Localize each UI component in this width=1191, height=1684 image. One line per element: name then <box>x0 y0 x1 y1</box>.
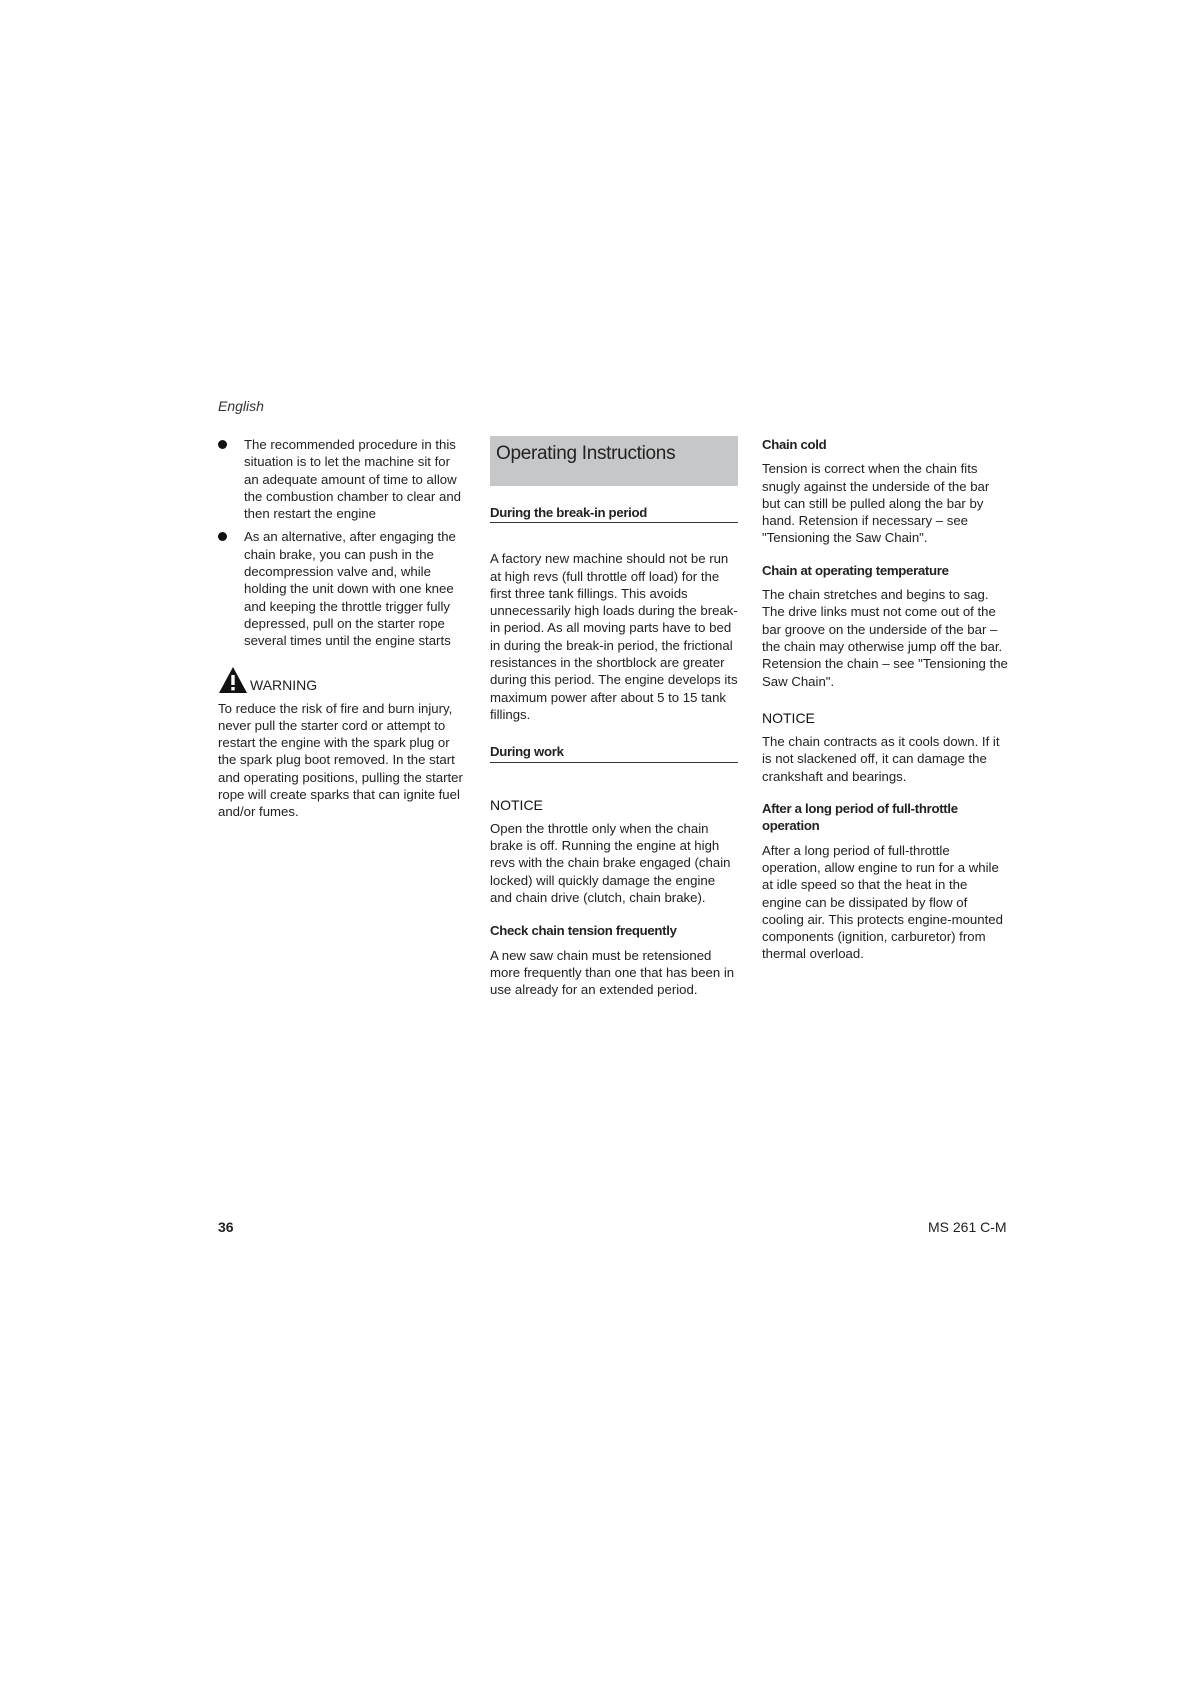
long-run-text: After a long period of full-throttle operation, allow engine to run for a while at idle speed so that the heat in the engine can be dissipated by flow of cooling air. This protects engine-mounted components (ignition, carburetor) from thermal overload. <box>762 842 1003 962</box>
chain-cold-text: Tension is correct when the chain fits snugly against the underside of the bar but can still be pulled along the bar by hand. Retension if necessary – see "Tensioning the Saw Chain". <box>762 461 990 546</box>
work-heading: During work <box>490 743 738 762</box>
language-label: English <box>218 398 264 414</box>
column-left <box>218 436 466 821</box>
column-middle <box>490 436 738 999</box>
chain-cold-heading: Chain cold <box>762 437 827 452</box>
list-item <box>218 528 466 649</box>
tension-heading: Check chain tension frequently <box>490 923 677 939</box>
bullet-icon <box>218 532 227 541</box>
list-item <box>218 436 466 522</box>
warning-triangle-icon <box>218 666 248 694</box>
column-right <box>762 436 1010 963</box>
breakin-text: A factory new machine should not be run at high revs (full throttle off load) for the first three tank fillings. This avoids unnecessarily high loads during the break-in period. As all moving parts have to bed in during the break-in period, the frictional resistances in the shortblock are greater during this period. The engine develops its maximum power after about 5 to 15 tank fillings. <box>490 551 738 722</box>
chain-hot-text: The chain stretches and begins to sag. The drive links must not come out of the bar groove on the underside of the bar – the chain may otherwise jump off the bar. Retension the chain – see "Tensioning the Saw Chain". <box>762 587 1008 689</box>
notice-text: Open the throttle only when the chain brake is off. Running the engine at high revs with the chain brake engaged (chain locked) will quickly damage the engine and chain drive (clutch, chain brake). <box>490 820 731 906</box>
notice-label: NOTICE <box>490 796 543 813</box>
chain-hot-heading: Chain at operating temperature <box>762 562 949 578</box>
bullet-icon <box>218 440 227 449</box>
bullet-text: The recommended procedure in this situation is to let the machine sit for an adequate amount of time to allow the combustion chamber to clear and then restart the engine <box>244 437 461 522</box>
bullet-text: As an alternative, after engaging the chain brake, you can push in the decompression valve and, while holding the unit down with one knee and keeping the throttle trigger fully depressed, pull on the starter rope several times until the engine starts <box>244 529 456 649</box>
tension-text: A new saw chain must be retensioned more frequently than one that has been in use already for an extended period. <box>490 947 735 998</box>
model-name: MS 261 C-M <box>928 1219 1007 1235</box>
section-title: Operating Instructions <box>490 436 738 486</box>
warning-heading <box>218 666 466 694</box>
long-run-heading: After a long period of full-throttle operation <box>762 801 958 834</box>
notice-text: The chain contracts as it cools down. If it is not slackened off, it can damage the crankshaft and bearings. <box>762 734 1000 784</box>
notice-label: NOTICE <box>762 709 815 726</box>
warning-text: To reduce the risk of fire and burn injury, never pull the starter cord or attempt to restart the engine with the spark plug or the spark plug boot removed. In the start and operating positions, pulling the starter rope will create sparks that can ignite fuel and/or fumes. <box>218 700 463 820</box>
page-number: 36 <box>218 1219 234 1235</box>
warning-label: WARNING <box>250 676 318 693</box>
breakin-heading: During the break-in period <box>490 504 738 523</box>
